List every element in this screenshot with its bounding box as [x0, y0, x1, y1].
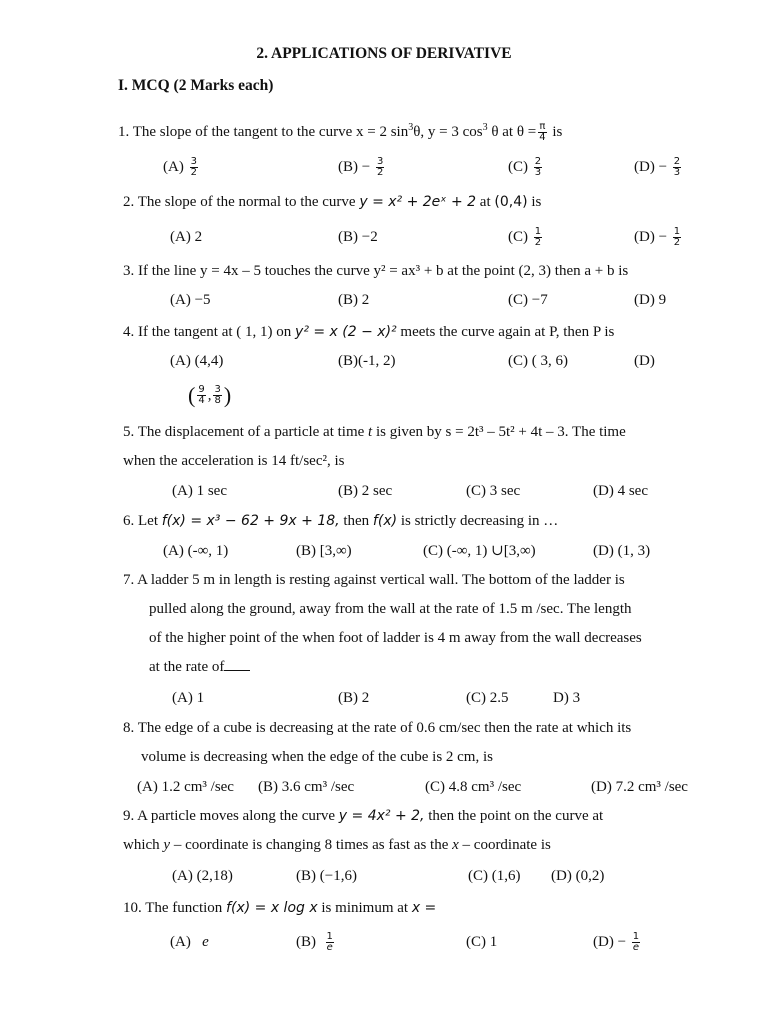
q2-option-b: (B) −2: [338, 229, 378, 245]
question-7-line-1: 7. A ladder 5 m in length is resting against vertical wall. The bottom of the ladder is: [123, 572, 625, 588]
question-3: 3. If the line y = 4x – 5 touches the curve y² = ax³ + b at the point (2, 3) then a + b is: [123, 263, 629, 279]
q1-text: θ, y = 3 cos: [413, 124, 483, 140]
q6-option-d: (D) (1, 3): [593, 543, 651, 559]
q1-text: is: [548, 124, 563, 140]
q2-option-c: (C) $\frac{1}{2}$: [508, 226, 542, 249]
q5-option-a: (A) 1 sec: [172, 483, 227, 499]
q4-math: y² = x (2 − x)²: [295, 324, 397, 340]
q1-option-a: (A) $\frac{3}{2}$: [163, 156, 197, 179]
q9-option-d: (D) (0,2): [551, 868, 605, 884]
q9-option-c: (C) (1,6): [468, 868, 521, 884]
q8-option-d: (D) 7.2 cm³ /sec: [591, 779, 688, 795]
q10-option-c: (C) 1: [466, 934, 498, 950]
q1-option-d: (D) − $\frac{2}{3}$: [634, 156, 681, 179]
question-1: [118, 118, 562, 143]
question-9-line-1: 9. A particle moves along the curve y = 4x² + 2, then the point on the curve at: [123, 808, 604, 824]
q2-point: (0,4): [494, 194, 528, 210]
q5-option-b: (B) 2 sec: [338, 483, 393, 499]
q5-option-c: (C) 3 sec: [466, 483, 521, 499]
question-9-line-2: which y – coordinate is changing 8 times as fast as the x – coordinate is: [123, 837, 551, 853]
q10-option-d: (D) − $\frac{1}{e}$: [593, 931, 640, 954]
question-5-line-1: 5. The displacement of a particle at time t is given by s = 2t³ – 5t² + 4t – 3. The time: [123, 424, 626, 440]
q6-option-b: (B) [3,∞): [296, 543, 352, 559]
q1-text: 1. The slope of the tangent to the curve x = 2 sin: [118, 124, 409, 140]
q8-option-c: (C) 4.8 cm³ /sec: [425, 779, 522, 795]
q2-text: at: [476, 194, 495, 210]
q10-option-a: (A) e: [170, 934, 209, 950]
q7-option-c: (C) 2.5: [466, 690, 509, 706]
question-10: 10. The function f(x) = x log x is minimum at x =: [123, 900, 437, 916]
q7-option-d: D) 3: [553, 690, 581, 706]
q1-option-c: (C) $\frac{2}{3}$: [508, 156, 542, 179]
answer-blank: [224, 658, 250, 671]
q3-option-d: (D) 9: [634, 292, 667, 308]
q3-option-c: (C) −7: [508, 292, 548, 308]
q3-option-a: (A) −5: [170, 292, 211, 308]
q7-option-a: (A) 1: [172, 690, 205, 706]
q7-option-b: (B) 2: [338, 690, 370, 706]
q5-option-d: (D) 4 sec: [593, 483, 648, 499]
q4-option-d-value: ( $\frac{9}{4}$ , $\frac{3}{8}$ ): [188, 382, 232, 408]
question-2: [123, 192, 541, 212]
q8-option-a: (A) 1.2 cm³ /sec: [137, 779, 234, 795]
question-8-line-2: volume is decreasing when the edge of the cube is 2 cm, is: [141, 749, 493, 765]
question-5-line-2: when the acceleration is 14 ft/sec², is: [123, 453, 345, 469]
question-6: 6. Let f(x) = x³ − 62 + 9x + 18, then f(x) is strictly decreasing in …: [123, 513, 559, 529]
question-7-line-4: at the rate of: [149, 657, 250, 677]
q4-text: meets the curve again at P, then P is: [396, 324, 615, 340]
q1-sup: 3: [408, 122, 414, 133]
question-4: [123, 322, 614, 342]
q4-text: 4. If the tangent at ( 1, 1) on: [123, 324, 292, 340]
question-7-line-2: pulled along the ground, away from the wall at the rate of 1.5 m /sec. The length: [149, 601, 632, 617]
page-title: 2. APPLICATIONS OF DERIVATIVE: [256, 45, 512, 62]
q9-option-a: (A) (2,18): [172, 868, 233, 884]
question-8-line-1: 8. The edge of a cube is decreasing at the rate of 0.6 cm/sec then the rate at which its: [123, 720, 632, 736]
q10-option-b: (B) $\frac{1}{e}$: [296, 931, 333, 954]
q2-text: 2. The slope of the normal to the curve: [123, 194, 356, 210]
section-heading: I. MCQ (2 Marks each): [118, 77, 274, 94]
q6-option-a: (A) (-∞, 1): [163, 543, 229, 559]
q6-option-c: (C) (-∞, 1) ∪[3,∞): [423, 543, 536, 559]
q4-option-d: (D): [634, 353, 655, 369]
q4-option-b: (B)(-1, 2): [338, 353, 396, 369]
question-7-line-3: of the higher point of the when foot of ladder is 4 m away from the wall decreases: [149, 630, 642, 646]
q1-text: θ at θ =: [487, 124, 537, 140]
q4-option-a: (A) (4,4): [170, 353, 224, 369]
q2-option-d: (D) − $\frac{1}{2}$: [634, 226, 681, 249]
q2-text: is: [527, 194, 542, 210]
q4-option-c: (C) ( 3, 6): [508, 353, 568, 369]
q3-option-b: (B) 2: [338, 292, 370, 308]
q9-option-b: (B) (−1,6): [296, 868, 357, 884]
q1-option-b: (B) − $\frac{3}{2}$: [338, 156, 384, 179]
q8-option-b: (B) 3.6 cm³ /sec: [258, 779, 355, 795]
q1-sup: 3: [482, 122, 488, 133]
q1-fraction: $\frac{\pi}{4}$: [539, 121, 546, 144]
q2-math: y = x² + 2eˣ + 2: [359, 194, 477, 210]
q2-option-a: (A) 2: [170, 229, 203, 245]
